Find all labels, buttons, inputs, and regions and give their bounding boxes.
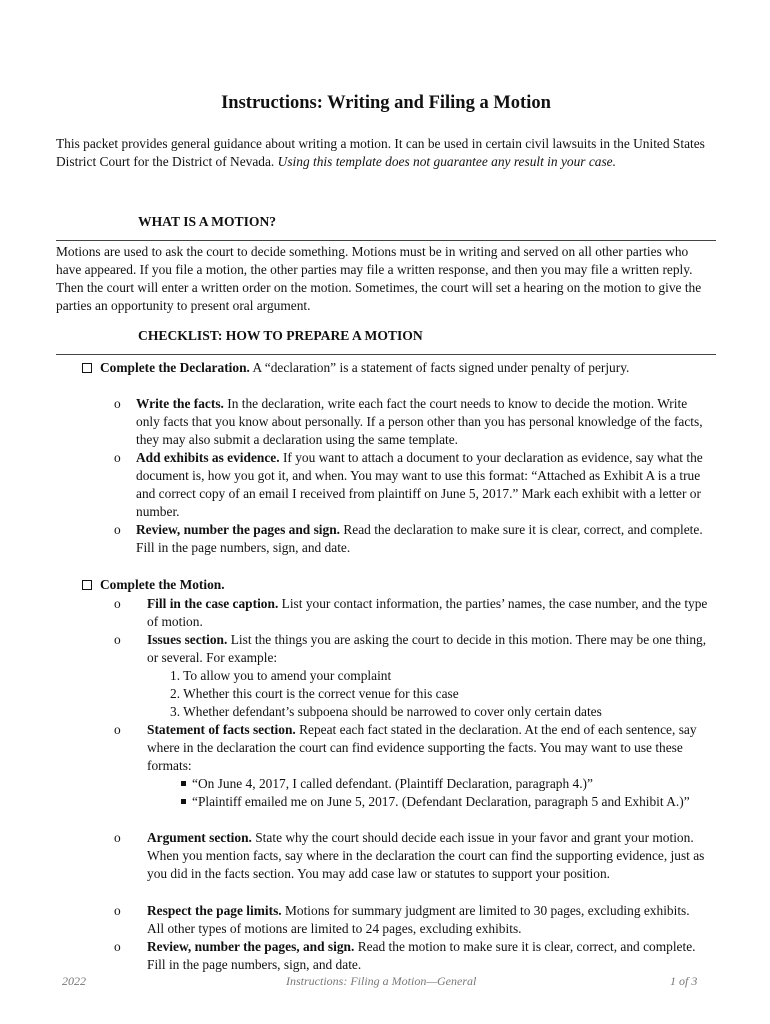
checkbox-icon[interactable] (82, 580, 92, 590)
item-label: Add exhibits as evidence. (136, 450, 280, 465)
item-text: Repeat each fact stated in the declaration. At the end of each sentence, say where in the declaration the court can find evidence supporting the facts. You may want to use these formats: (147, 722, 697, 773)
intro-disclaimer: Using this template does not guarantee any result in your case. (277, 154, 616, 169)
circle-bullet-icon: o (114, 396, 121, 411)
circle-bullet-icon: o (114, 450, 121, 465)
circle-bullet-icon: o (114, 522, 121, 537)
checklist-label: Complete the Declaration. (100, 360, 250, 375)
item-label: Argument section. (147, 830, 252, 845)
section-heading-what-is-a-motion: WHAT IS A MOTION? (138, 214, 277, 229)
circle-bullet-icon: o (114, 830, 121, 845)
circle-bullet-icon: o (114, 903, 121, 918)
document-title: Instructions: Writing and Filing a Motion (221, 93, 551, 113)
intro-paragraph (56, 135, 716, 171)
circle-bullet-icon: o (114, 632, 121, 647)
item-label: Fill in the case caption. (147, 596, 279, 611)
item-text: List your contact information, the parties’ names, the case number, and the type of motion. (147, 596, 708, 629)
example-item: 3. Whether defendant’s subpoena should be narrowed to cover only certain dates (170, 704, 602, 719)
item-label: Review, number the pages, and sign. (147, 939, 355, 954)
square-bullet-icon (181, 799, 186, 804)
list-item (114, 938, 709, 974)
section-heading-checklist: CHECKLIST: HOW TO PREPARE A MOTION (138, 328, 423, 343)
list-item (114, 395, 704, 449)
footer-title: Instructions: Filing a Motion—General (286, 974, 477, 988)
example-item: 2. Whether this court is the correct venue for this case (170, 686, 459, 701)
item-label: Write the facts. (136, 396, 224, 411)
item-text: Read the declaration to make sure it is clear, correct, and complete. Fill in the page numbers, sign, and date. (136, 522, 703, 555)
format-text: “Plaintiff emailed me on June 5, 2017. (Defendant Declaration, paragraph 5 and Exhibit A.)” (192, 794, 690, 809)
circle-bullet-icon: o (114, 596, 121, 611)
format-item (192, 793, 692, 811)
checkbox-icon[interactable] (82, 363, 92, 373)
item-text: List the things you are asking the court to decide in this motion. There may be one thing, or several. For example: (147, 632, 707, 665)
what-is-a-motion-paragraph: Motions are used to ask the court to decide something. Motions must be in writing and served on all other parties who have appeared. If you file a motion, the other parties may file a written response, and then you may file a written reply. Then the court will enter a written order on the motion. Sometimes, the court will set a hearing on the motion to give the parties an opportunity to present oral argument. (56, 244, 702, 313)
square-bullet-icon (181, 781, 186, 786)
section-divider (56, 240, 716, 241)
format-text: “On June 4, 2017, I called defendant. (Plaintiff Declaration, paragraph 4.)” (192, 776, 593, 791)
list-item (114, 449, 704, 521)
list-item (114, 721, 709, 775)
item-label: Review, number the pages and sign. (136, 522, 340, 537)
item-text: Read the motion to make sure it is clear, correct, and complete. Fill in the page numbers, sign, and date. (147, 939, 696, 972)
item-label: Respect the page limits. (147, 903, 282, 918)
item-label: Issues section. (147, 632, 228, 647)
example-item: 1. To allow you to amend your complaint (170, 668, 392, 683)
section-divider (56, 354, 716, 355)
checklist-text: A “declaration” is a statement of facts signed under penalty of perjury. (249, 360, 630, 375)
checklist-item-motion (82, 576, 716, 594)
list-item (114, 521, 704, 557)
circle-bullet-icon: o (114, 722, 121, 737)
list-item (114, 595, 709, 631)
item-text: If you want to attach a document to your declaration as evidence, say what the document is, how you got it, and when. You may want to use this format: “Attached as Exhibit A is a true and correct copy of an email I received from plaintiff on June 5, 2017.” Mark each exhibit with a letter or number. (136, 450, 703, 519)
checklist-label: Complete the Motion. (100, 577, 225, 592)
intro-text: This packet provides general guidance about writing a motion. It can be used in certain civil lawsuits in the United States District Court for the District of Nevada. (56, 136, 705, 169)
circle-bullet-icon: o (114, 939, 121, 954)
footer-year: 2022 (62, 974, 86, 988)
checklist-item-declaration (82, 359, 716, 377)
item-label: Statement of facts section. (147, 722, 296, 737)
item-text: Motions for summary judgment are limited to 30 pages, excluding exhibits. All other types of motions are limited to 24 pages, excluding exhibits. (147, 903, 690, 936)
list-item (114, 631, 709, 667)
format-item (192, 775, 692, 793)
list-item (114, 829, 709, 883)
item-text: In the declaration, write each fact the court needs to know to decide the motion. Write only facts that you know about personally. If a person other than you has personal knowledge of the facts, they may also submit a declaration using the same template. (136, 396, 703, 447)
footer-page-number: 1 of 3 (670, 974, 698, 988)
item-text: State why the court should decide each issue in your favor and grant your motion. When you mention facts, say where in the declaration the court can find the supporting evidence, just as you did in the facts section. You may add case law or statutes to support your position. (147, 830, 705, 881)
list-item (114, 902, 709, 938)
